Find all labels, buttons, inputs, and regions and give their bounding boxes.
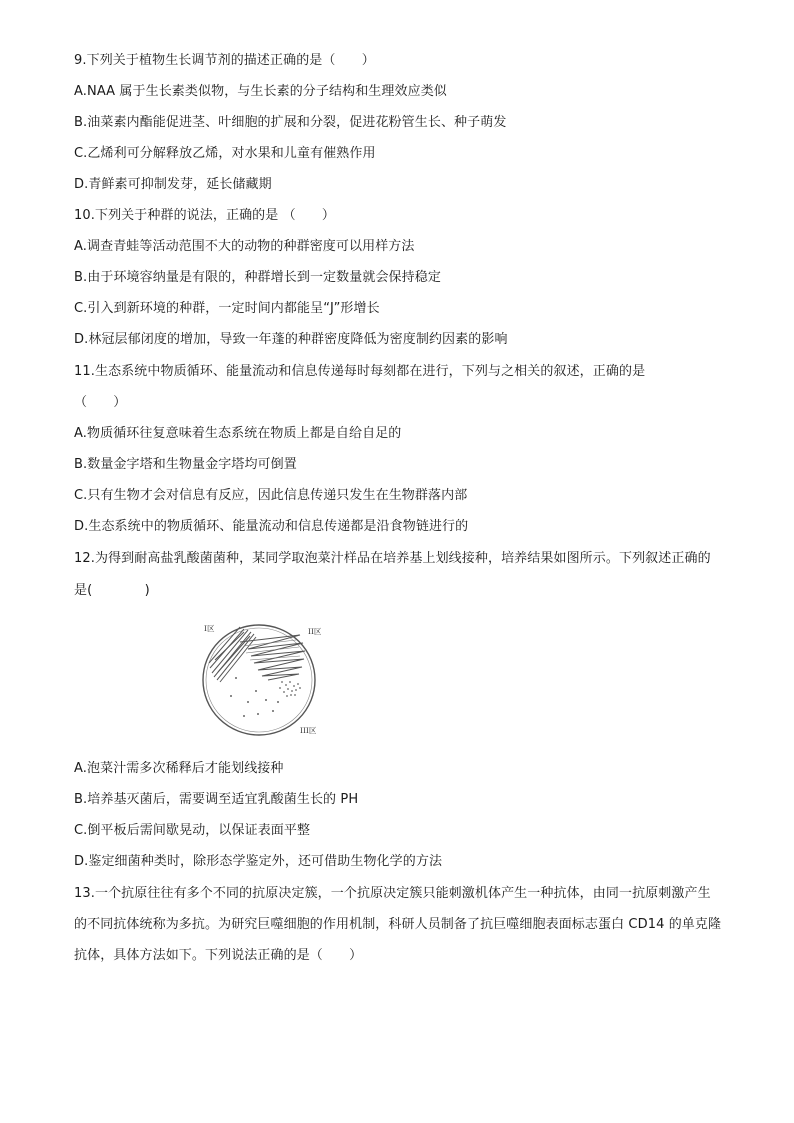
question-11-stem-line-1: 11.生态系统中物质循环、能量流动和信息传递每时每刻都在进行，下列与之相关的叙述，正确的是	[74, 364, 646, 379]
question-12-stem-line-1: 12.为得到耐高盐乳酸菌菌种，某同学取泡菜汁样品在培养基上划线接种，培养结果如图所示。下列叙述正确的	[74, 551, 711, 566]
question-12-option-c: C.倒平板后需间歇晃动，以保证表面平整	[74, 823, 311, 838]
question-13-stem-line-1: 13.一个抗原往往有多个不同的抗原决定簇，一个抗原决定簇只能刺激机体产生一种抗体，由同一抗原刺激产生	[74, 886, 711, 901]
question-13-stem-line-3: 抗体，具体方法如下。下列说法正确的是（ ）	[74, 948, 363, 963]
question-11-option-c: C.只有生物才会对信息有反应，因此信息传递只发生在生物群落内部	[74, 488, 468, 503]
question-9-option-c: C.乙烯利可分解释放乙烯，对水果和儿童有催熟作用	[74, 146, 376, 161]
region-1-label: I区	[204, 624, 215, 633]
question-10-option-a: A.调查青蛙等活动范围不大的动物的种群密度可以用样方法	[74, 239, 415, 254]
question-9-stem: 9.下列关于植物生长调节剂的描述正确的是（ ）	[74, 53, 375, 68]
question-9-option-b: B.油菜素内酯能促进茎、叶细胞的扩展和分裂，促进花粉管生长、种子萌发	[74, 115, 507, 130]
petri-dish-diagram	[196, 616, 336, 742]
petri-dish-figure	[196, 616, 336, 742]
question-10-option-c: C.引入到新环境的种群，一定时间内都能呈“J”形增长	[74, 301, 380, 316]
region-3-dense-colonies	[279, 681, 301, 697]
question-10-option-b: B.由于环境容纳量是有限的，种群增长到一定数量就会保持稳定	[74, 270, 441, 285]
region-3-label: III区	[300, 726, 317, 735]
dish-outline	[203, 625, 315, 735]
region-1-streaks	[209, 627, 256, 682]
question-13-stem-line-2: 的不同抗体统称为多抗。为研究巨噬细胞的作用机制，科研人员制备了抗巨噬细胞表面标志蛋白 CD14 的单克隆	[74, 917, 722, 932]
question-10-option-d: D.林冠层郁闭度的增加，导致一年蓬的种群密度降低为密度制约因素的影响	[74, 332, 508, 347]
question-12-option-a: A.泡菜汁需多次稀释后才能划线接种	[74, 761, 284, 776]
question-11-option-b: B.数量金字塔和生物量金字塔均可倒置	[74, 457, 297, 472]
question-9-option-a: A.NAA 属于生长素类似物，与生长素的分子结构和生理效应类似	[74, 84, 447, 99]
question-12-stem-line-2: 是( )	[74, 583, 150, 598]
question-10-stem: 10.下列关于种群的说法，正确的是 （ ）	[74, 208, 336, 223]
question-9-option-d: D.青鲜素可抑制发芽，延长储藏期	[74, 177, 272, 192]
region-2-streaks-faint	[244, 640, 300, 660]
question-11-option-d: D.生态系统中的物质循环、能量流动和信息传递都是沿食物链进行的	[74, 519, 469, 534]
question-11-option-a: A.物质循环往复意味着生态系统在物质上都是自给自足的	[74, 426, 402, 441]
question-11-stem-line-2: （ ）	[74, 395, 127, 410]
question-12-option-d: D.鉴定细菌种类时，除形态学鉴定外，还可借助生物化学的方法	[74, 854, 443, 869]
region-3-single-colonies	[230, 677, 279, 717]
question-12-option-b: B.培养基灭菌后，需要调至适宜乳酸菌生长的 PH	[74, 792, 359, 807]
region-2-label: II区	[308, 627, 322, 636]
